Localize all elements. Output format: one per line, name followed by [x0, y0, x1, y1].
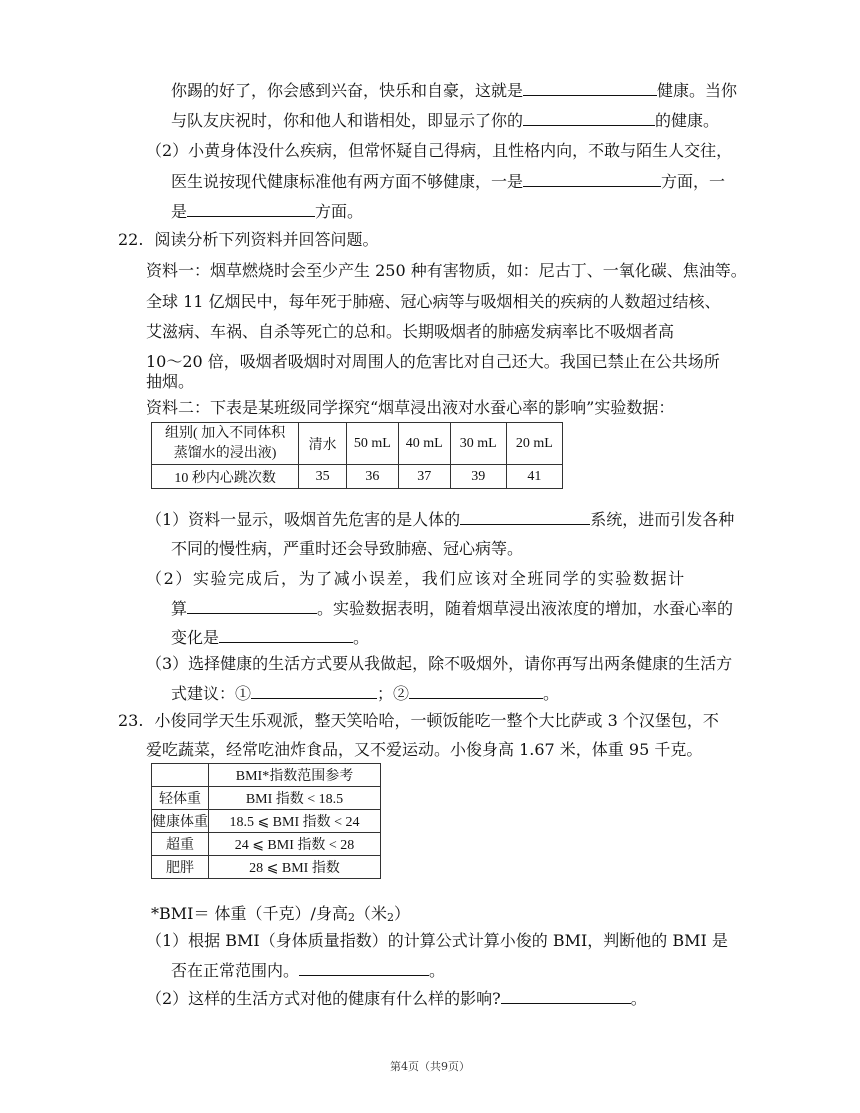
question-number: 22. — [118, 230, 144, 249]
table-row — [152, 465, 563, 489]
table-row — [152, 423, 563, 465]
table-cell: 37 — [398, 465, 450, 489]
bmi-formula: *BMI＝ 体重（千克）/身高$_2$（米$_2$） — [151, 904, 410, 924]
q21-line1: 你踢的好了，你会感到兴奋，快乐和自豪，这就是 健康。当你 — [171, 81, 738, 100]
answer-blank[interactable] — [187, 598, 317, 614]
table-cell: 41 — [506, 465, 562, 489]
answer-blank[interactable] — [251, 683, 377, 699]
q22-sub2-line1: （2）实验完成后，为了减小误差，我们应该对全班同学的实验数据计 — [146, 569, 686, 588]
q23-sub1-line2: 否在正常范围内。 。 — [171, 961, 446, 980]
q22-material1-line: 资料一：烟草燃烧时会至少产生 250 种有害物质，如：尼古丁、一氧化碳、焦油等。 — [146, 261, 747, 280]
q22-material1-line: 全球 11 亿烟民中，每年死于肺癌、冠心病等与吸烟相关的疾病的人数超过结核、 — [146, 292, 721, 311]
q22-sub1-line1: （1）资料一显示，吸烟首先危害的是人体的 系统，进而引发各种 — [146, 510, 735, 529]
table-row-label: 轻体重 — [152, 787, 209, 810]
table-row-label: 健康体重 — [152, 810, 209, 833]
answer-blank[interactable] — [460, 509, 590, 525]
q22-material2-intro: 资料二：下表是某班级同学探究“烟草浸出液对水蚕心率的影响”实验数据： — [146, 398, 675, 417]
heart-rate-table — [151, 422, 563, 489]
answer-blank[interactable] — [501, 988, 631, 1004]
q22-heading — [118, 230, 379, 250]
table-title-cell: BMI*指数范围参考 — [209, 764, 381, 787]
table-row — [152, 764, 381, 787]
table-cell: 18.5 ⩽ BMI 指数 < 24 — [209, 810, 381, 833]
table-cell: 35 — [299, 465, 347, 489]
q22-sub2-line3: 变化是 。 — [171, 628, 370, 647]
table-row-label: 肥胖 — [152, 856, 209, 879]
table-row-label: 10 秒内心跳次数 — [152, 465, 299, 489]
q23-line2: 爱吃蔬菜，经常吃油炸食品，又不爱运动。小俊身高 1.67 米，体重 95 千克。 — [146, 740, 703, 759]
table-row — [152, 810, 381, 833]
q22-material1-line: 10～20 倍，吸烟者吸烟时对周围人的危害比对自己还大。我国已禁止在公共场所 — [146, 352, 720, 371]
answer-blank[interactable] — [219, 627, 353, 643]
table-header-cell: 50 mL — [346, 423, 398, 465]
q23-sub2-line1: （2）这样的生活方式对他的健康有什么样的影响? 。 — [146, 989, 647, 1008]
q22-sub2-line2: 算 。实验数据表明，随着烟草浸出液浓度的增加，水蚕心率的 — [171, 599, 734, 618]
table-cell — [152, 764, 209, 787]
answer-blank[interactable] — [409, 683, 543, 699]
answer-blank[interactable] — [187, 201, 315, 217]
q22-sub3-line2: 式建议：① ；② 。 — [171, 684, 560, 703]
q21-part2-line2: 医生说按现代健康标准他有两方面不够健康，一是 方面，一 — [171, 172, 726, 191]
answer-blank[interactable] — [299, 960, 429, 976]
answer-blank[interactable] — [523, 80, 657, 96]
q23-line1: 23. 小俊同学天生乐观派，整天笑哈哈，一顿饭能吃一整个大比萨或 3 个汉堡包，不 — [118, 711, 719, 730]
q21-part2-line1: （2）小黄身体没什么疾病，但常怀疑自己得病，且性格内向，不敢与陌生人交往， — [146, 141, 733, 160]
table-cell: BMI 指数 < 18.5 — [209, 787, 381, 810]
page-footer: 第4页（共9页） — [390, 1060, 470, 1073]
q21-part2-line3: 是 方面。 — [171, 202, 364, 221]
answer-blank[interactable] — [523, 171, 661, 187]
q23-sub1-line1: （1）根据 BMI（身体质量指数）的计算公式计算小俊的 BMI，判断他的 BMI 是 — [146, 931, 728, 950]
q22-sub1-line2: 不同的慢性病，严重时还会导致肺癌、冠心病等。 — [171, 539, 524, 558]
table-cell: 36 — [346, 465, 398, 489]
table-header-cell: 20 mL — [506, 423, 562, 465]
question-title: 阅读分析下列资料并回答问题。 — [154, 230, 379, 249]
q22-material1-line: 抽烟。 — [146, 372, 195, 391]
table-cell: 39 — [450, 465, 506, 489]
table-row-label: 超重 — [152, 833, 209, 856]
bmi-reference-table — [151, 763, 381, 879]
q22-material1-line: 艾滋病、车祸、自杀等死亡的总和。长期吸烟者的肺癌发病率比不吸烟者高 — [146, 322, 675, 341]
table-header-cell: 清水 — [299, 423, 347, 465]
table-header-cell: 组别( 加入不同体积 蒸馏水的浸出液) — [152, 423, 299, 465]
table-row — [152, 856, 381, 879]
table-header-cell: 30 mL — [450, 423, 506, 465]
table-row — [152, 787, 381, 810]
question-number: 23. — [118, 711, 144, 730]
table-cell: 24 ⩽ BMI 指数 < 28 — [209, 833, 381, 856]
table-cell: 28 ⩽ BMI 指数 — [209, 856, 381, 879]
answer-blank[interactable] — [523, 110, 655, 126]
q21-line2: 与队友庆祝时，你和他人和谐相处，即显示了你的 的健康。 — [171, 111, 720, 130]
table-row — [152, 833, 381, 856]
q22-sub3-line1: （3）选择健康的生活方式要从我做起，除不吸烟外，请你再写出两条健康的生活方 — [146, 654, 733, 673]
table-header-cell: 40 mL — [398, 423, 450, 465]
